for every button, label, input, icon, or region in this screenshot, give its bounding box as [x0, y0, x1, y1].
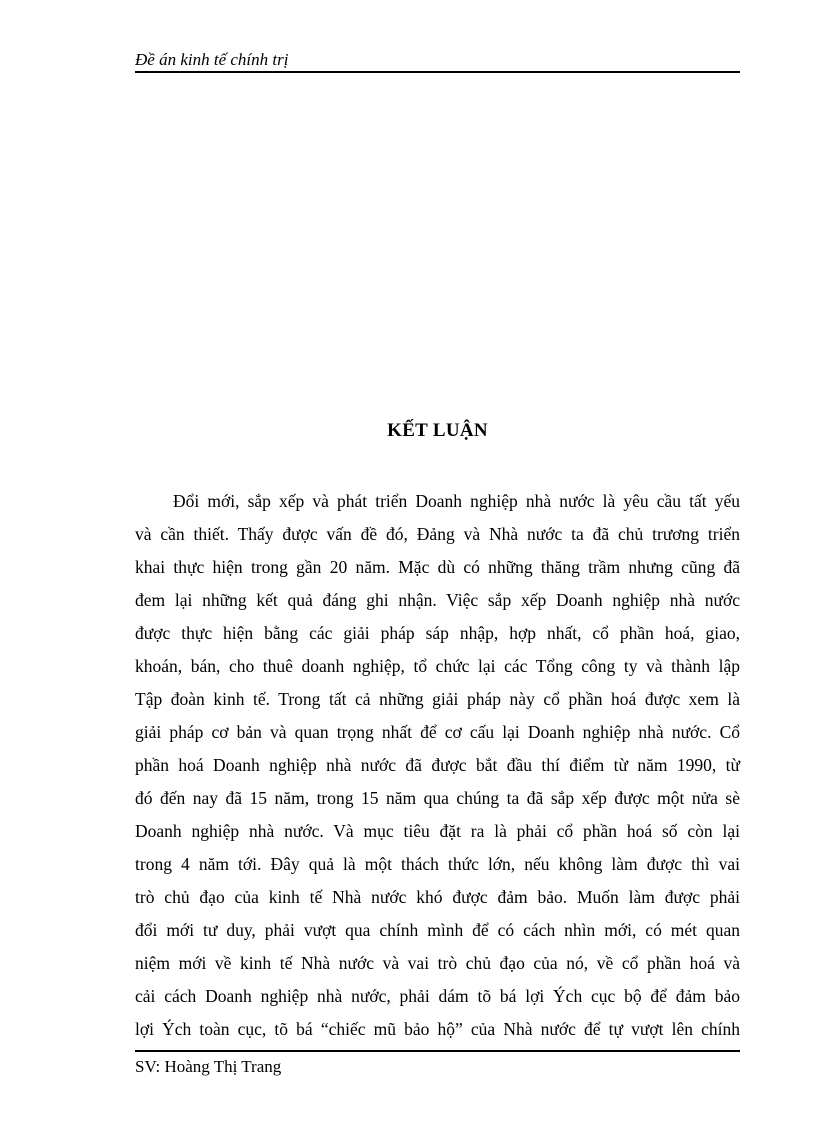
paragraph-line: trò chủ đạo của kinh tế Nhà nước khó được đảm bảo. Muốn làm được phải [135, 887, 740, 907]
paragraph-line: khoán, bán, cho thuê doanh nghiệp, tổ chức lại các Tổng công ty và thành lập [135, 656, 740, 676]
footer-rule [135, 1050, 740, 1052]
paragraph-line: lợi Ých toàn cục, tõ bá “chiếc mũ bảo hộ” của Nhà nước để tự vượt lên chính [135, 1019, 740, 1039]
paragraph-line: được thực hiện bằng các giải pháp sáp nhập, hợp nhất, cổ phần hoá, giao, [135, 623, 740, 643]
document-title: Đề án kinh tế chính trị [135, 50, 289, 69]
paragraph-line: khai thực hiện trong gần 20 năm. Mặc dù có những thăng trầm nhưng cũng đã [135, 557, 740, 577]
header-rule [135, 71, 740, 73]
paragraph-line: trong 4 năm tới. Đây quả là một thách thức lớn, nếu không làm được thì vai [135, 854, 740, 874]
paragraph-line: giải pháp cơ bản và quan trọng nhất để cơ cấu lại Doanh nghiệp nhà nước. Cổ [135, 722, 740, 742]
paragraph-line: Tập đoàn kinh tế. Trong tất cả những giải pháp này cổ phần hoá được xem là [135, 689, 740, 709]
section-heading: KẾT LUẬN [387, 420, 488, 441]
paragraph-line: đổi mới tư duy, phải vượt qua chính mình để có cách nhìn mới, có mét quan [135, 920, 740, 940]
paragraph-line: niệm mới về kinh tế Nhà nước và vai trò chủ đạo của nó, về cổ phần hoá và [135, 953, 740, 973]
paragraph-line: cải cách Doanh nghiệp nhà nước, phải dám tõ bá lợi Ých cục bộ để đảm bảo [135, 986, 740, 1006]
paragraph-line: đem lại những kết quả đáng ghi nhận. Việc sắp xếp Doanh nghiệp nhà nước [135, 590, 740, 610]
paragraph-line: Doanh nghiệp nhà nước. Và mục tiêu đặt ra là phải cổ phần hoá số còn lại [135, 821, 740, 841]
paragraph-line: và cần thiết. Thấy được vấn đề đó, Đảng và Nhà nước ta đã chủ trương triển [135, 524, 740, 544]
student-name: SV: Hoàng Thị Trang [135, 1057, 282, 1076]
paragraph-line: đó đến nay đã 15 năm, trong 15 năm qua chúng ta đã sắp xếp được một nửa sè [135, 788, 740, 808]
paragraph-line: phần hoá Doanh nghiệp nhà nước đã được bắt đầu thí điểm từ năm 1990, từ [135, 755, 740, 775]
paragraph-line: Đổi mới, sắp xếp và phát triển Doanh nghiệp nhà nước là yêu cầu tất yếu [173, 491, 740, 511]
